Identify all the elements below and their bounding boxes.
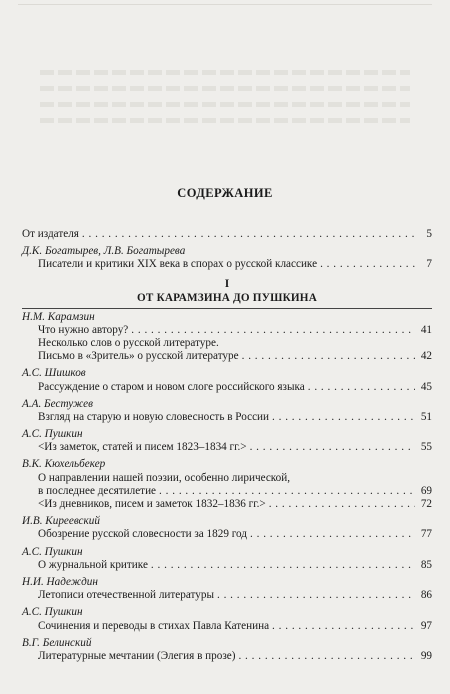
entry-title: Сочинения и переводы в стихах Павла Катенина: [38, 619, 270, 632]
toc-entry[interactable]: [22, 258, 432, 271]
section-number: I: [224, 277, 230, 290]
dot-leader: [250, 441, 415, 454]
author-name: А.С. Пушкин: [22, 606, 83, 619]
toc-entry[interactable]: [22, 324, 432, 337]
author-name: А.С. Пушкин: [22, 545, 83, 558]
entry-page: 69: [420, 484, 432, 497]
dot-leader: [217, 589, 415, 602]
entry-page: 86: [420, 589, 432, 602]
toc-entry[interactable]: [22, 559, 432, 572]
toc-entry[interactable]: [22, 381, 432, 394]
author-name: В.Г. Белинский: [22, 636, 92, 649]
dot-leader: [242, 350, 415, 363]
toc-entry[interactable]: [22, 228, 432, 241]
entry-page: 7: [426, 258, 432, 271]
entry-title: в последнее десятилетие: [38, 484, 157, 497]
dot-leader: [308, 381, 415, 394]
entry-title: Письмо в «Зритель» о русской литературе: [38, 350, 239, 363]
dot-leader: [131, 324, 415, 337]
entry-page: 85: [420, 558, 432, 571]
author-name: И.В. Киреевский: [22, 515, 100, 528]
entry-title: <Из дневников, писем и заметок 1832–1836 гг.>: [38, 498, 266, 510]
section-title: ОТ КАРАМЗИНА ДО ПУШКИНА: [137, 291, 317, 304]
dot-leader: [151, 559, 415, 572]
toc-entry[interactable]: [22, 528, 432, 541]
entry-page: 99: [420, 649, 432, 662]
bleed-through-text: [40, 86, 410, 91]
author-name: А.С. Пушкин: [22, 428, 83, 441]
entry-title: Обозрение русской словесности за 1829 год: [38, 528, 247, 541]
entry-title: Писатели и критики XIX века в спорах о русской классике: [38, 258, 318, 271]
dot-leader: [159, 485, 415, 498]
entry-page: 41: [420, 323, 432, 336]
toc-entry[interactable]: [22, 650, 432, 663]
entry-title: Рассуждение о старом и новом слоге российского языка: [38, 380, 305, 393]
toc-entry[interactable]: [22, 411, 432, 424]
author-name: А.С. Шишков: [22, 367, 86, 380]
toc-entry[interactable]: [22, 485, 432, 498]
entry-title-line: Несколько слов о русской литературе.: [38, 336, 219, 349]
toc-entry[interactable]: [22, 498, 432, 511]
author-name: В.К. Кюхельбекер: [22, 458, 106, 471]
entry-title-line: О направлении нашей поэзии, особенно лирической,: [38, 471, 291, 484]
entry-title: О журнальной критике: [38, 558, 148, 571]
toc-entry[interactable]: [22, 620, 432, 633]
toc-entry[interactable]: [22, 350, 432, 363]
dot-leader: [82, 228, 415, 241]
entry-page: 5: [426, 228, 432, 240]
bleed-through-text: [40, 70, 410, 75]
dot-leader: [272, 620, 415, 633]
section-divider: [22, 308, 432, 309]
entry-title: От издателя: [22, 228, 79, 240]
entry-page: 97: [420, 619, 432, 632]
table-of-contents: [22, 228, 432, 663]
toc-entry[interactable]: [22, 441, 432, 454]
dot-leader: [320, 258, 415, 271]
toc-entry[interactable]: [22, 589, 432, 602]
entry-page: 45: [420, 380, 432, 393]
page-title: СОДЕРЖАНИЕ: [177, 186, 273, 200]
author-name: Н.М. Карамзин: [22, 310, 95, 323]
entry-page: 72: [420, 498, 432, 510]
entry-title: Что нужно автору?: [38, 323, 129, 336]
author-name: А.А. Бестужев: [22, 397, 94, 410]
entry-page: 51: [420, 410, 432, 423]
entry-title: Взгляд на старую и новую словесность в России: [38, 410, 270, 423]
bleed-through-text: [40, 118, 410, 123]
bleed-through-text: [40, 102, 410, 107]
dot-leader: [269, 498, 415, 511]
entry-page: 55: [420, 441, 432, 454]
dot-leader: [238, 650, 415, 663]
author-name: Н.И. Надеждин: [22, 575, 98, 588]
entry-page: 77: [420, 528, 432, 541]
entry-page: 42: [420, 350, 432, 363]
entry-title: Литературные мечтании (Элегия в прозе): [38, 649, 236, 662]
dot-leader: [272, 411, 415, 424]
bleed-through-header: [18, 4, 432, 11]
author-name: Д.К. Богатырев, Л.В. Богатырева: [22, 245, 186, 258]
dot-leader: [250, 528, 415, 541]
entry-title: <Из заметок, статей и писем 1823–1834 гг.>: [38, 441, 247, 454]
entry-title: Летописи отечественной литературы: [38, 589, 214, 602]
